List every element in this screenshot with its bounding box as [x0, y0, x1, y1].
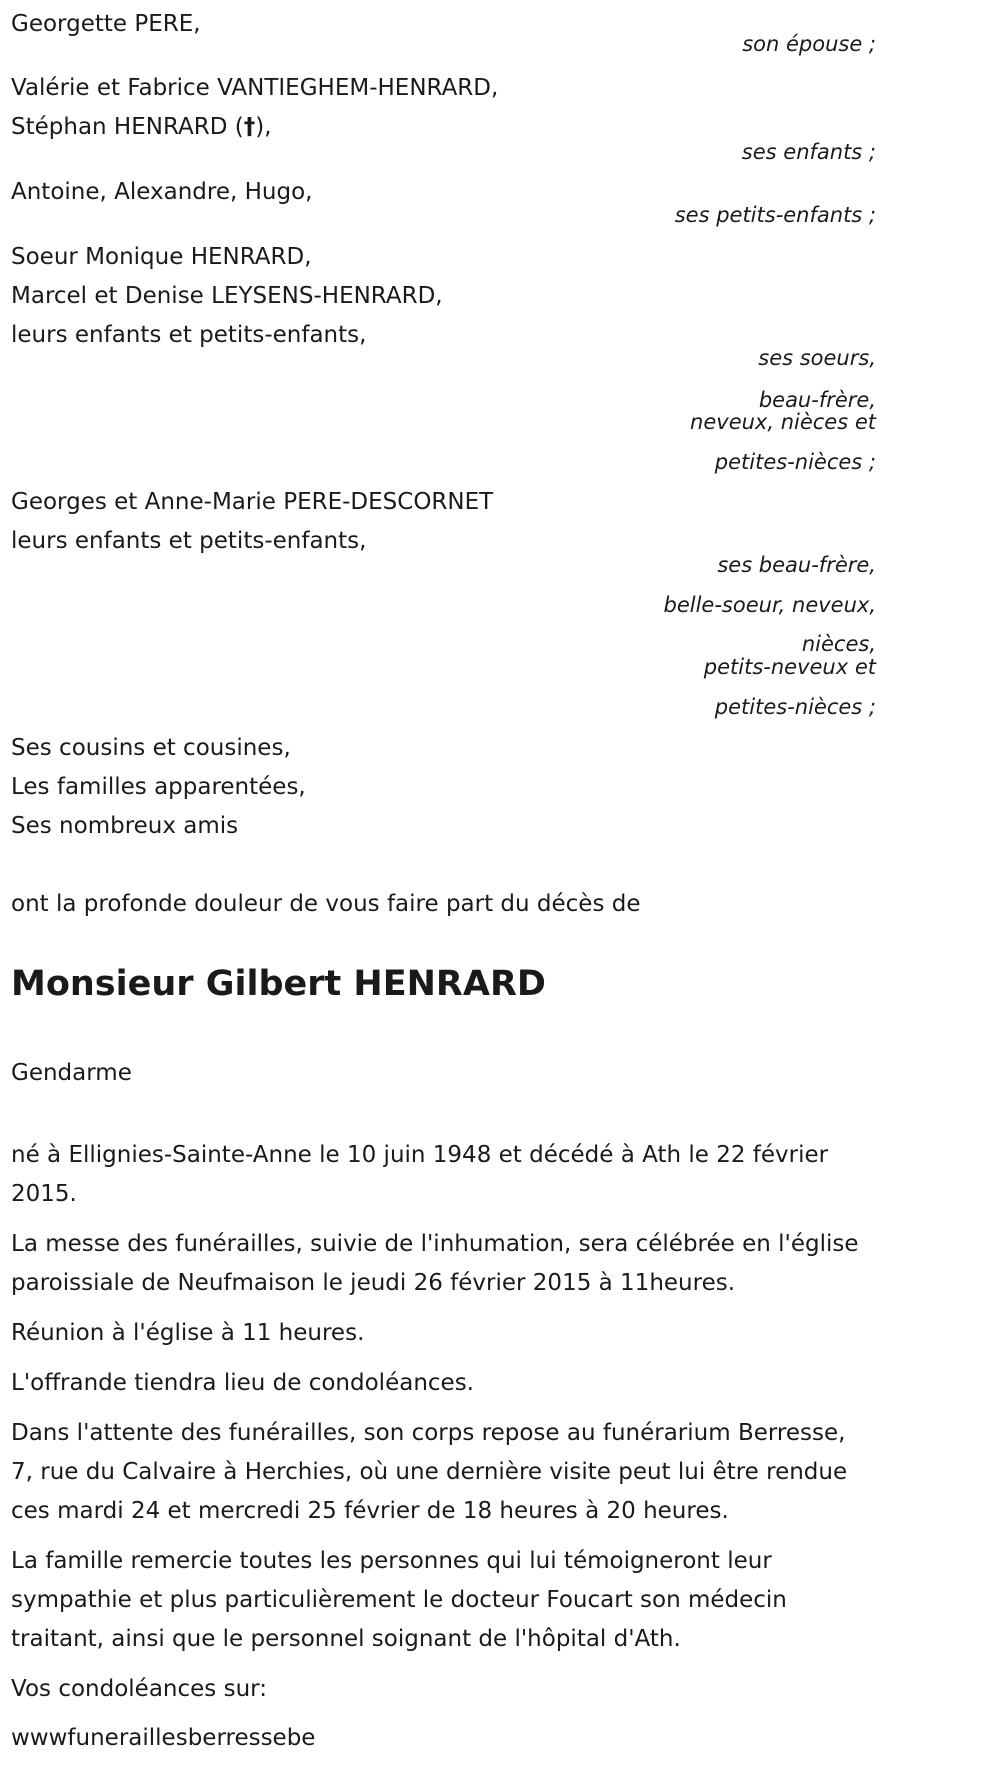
- spouse-name: Georgette PERE,: [11, 11, 201, 37]
- others-line-2: Les familles apparentées,: [11, 774, 306, 800]
- children-role: ses enfants ;: [741, 140, 876, 164]
- announcement: ont la profonde douleur de vous faire part du décès de: [11, 891, 641, 917]
- mass-line-1: La messe des funérailles, suivie de l'inhumation, sera célébrée en l'église: [11, 1231, 859, 1257]
- rest-line-3: ces mardi 24 et mercredi 25 février de 18 heures à 20 heures.: [11, 1498, 729, 1524]
- offering-info: L'offrande tiendra lieu de condoléances.: [11, 1370, 474, 1396]
- inlaws-role-2: belle-soeur, neveux,: [663, 593, 876, 617]
- others-line-1: Ses cousins et cousines,: [11, 735, 291, 761]
- deceased-profession: Gendarme: [11, 1060, 132, 1086]
- inlaws-role-1: ses beau-frère,: [717, 553, 876, 577]
- thanks-line-3: traitant, ainsi que le personnel soignant de l'hôpital d'Ath.: [11, 1626, 681, 1652]
- inlaws-line-2: leurs enfants et petits-enfants,: [11, 528, 367, 554]
- others-line-3: Ses nombreux amis: [11, 813, 239, 839]
- grandchildren-role: ses petits-enfants ;: [674, 203, 876, 227]
- condolences-website: wwwfuneraillesberressebe: [11, 1725, 316, 1751]
- sisters-role-1: ses soeurs,: [758, 346, 876, 370]
- cross-icon: †: [243, 114, 256, 140]
- grandchildren: Antoine, Alexandre, Hugo,: [11, 179, 313, 205]
- inlaws-role-4: petits-neveux et: [703, 655, 876, 679]
- rest-line-1: Dans l'attente des funérailles, son corps repose au funérarium Berresse,: [11, 1420, 846, 1446]
- children-line-2: [11, 107, 272, 147]
- mass-line-2: paroissiale de Neufmaison le jeudi 26 février 2015 à 11heures.: [11, 1270, 736, 1296]
- sisters-line-3: leurs enfants et petits-enfants,: [11, 322, 367, 348]
- meeting-info: Réunion à l'église à 11 heures.: [11, 1320, 365, 1346]
- birth-line-1: né à Ellignies-Sainte-Anne le 10 juin 1948 et décédé à Ath le 22 février: [11, 1142, 829, 1168]
- condolences-label: Vos condoléances sur:: [11, 1676, 267, 1702]
- sisters-line-2: Marcel et Denise LEYSENS-HENRARD,: [11, 283, 443, 309]
- deceased-name: Monsieur Gilbert HENRARD: [11, 964, 546, 1004]
- children-line-1: Valérie et Fabrice VANTIEGHEM-HENRARD,: [11, 75, 499, 101]
- spouse-role: son épouse ;: [742, 32, 876, 56]
- children-line-2-post: ),: [255, 114, 272, 140]
- sisters-role-3: neveux, nièces et: [690, 410, 876, 434]
- sisters-role-2: beau-frère,: [758, 388, 876, 412]
- sisters-role-4: petites-nièces ;: [714, 450, 876, 474]
- inlaws-role-3: nièces,: [801, 632, 876, 656]
- inlaws-role-5: petites-nièces ;: [714, 695, 876, 719]
- children-line-2-pre: Stéphan HENRARD (: [11, 114, 244, 140]
- thanks-line-1: La famille remercie toutes les personnes qui lui témoigneront leur: [11, 1548, 772, 1574]
- rest-line-2: 7, rue du Calvaire à Herchies, où une dernière visite peut lui être rendue: [11, 1459, 848, 1485]
- inlaws-line-1: Georges et Anne-Marie PERE-DESCORNET: [11, 489, 494, 515]
- thanks-line-2: sympathie et plus particulièrement le docteur Foucart son médecin: [11, 1587, 787, 1613]
- sisters-line-1: Soeur Monique HENRARD,: [11, 244, 312, 270]
- birth-line-2: 2015.: [11, 1181, 77, 1207]
